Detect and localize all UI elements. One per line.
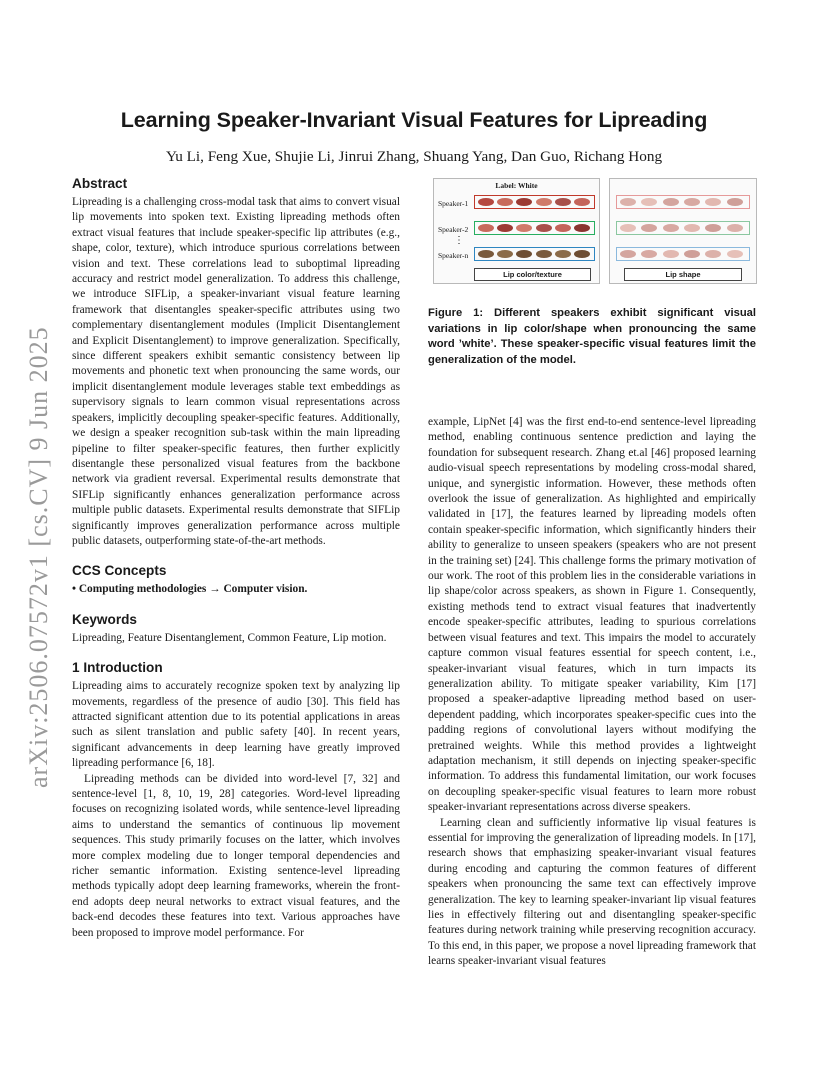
lip-color-panel: [433, 178, 600, 284]
lip-shape-label: Lip shape: [624, 268, 742, 281]
lip-thumbnail: [684, 224, 700, 232]
lip-row: [616, 221, 750, 235]
intro-heading: 1 Introduction: [72, 660, 163, 676]
lip-shape-panel: [609, 178, 757, 284]
lip-thumbnail: [727, 250, 743, 258]
lip-thumbnail: [555, 198, 571, 206]
lip-thumbnail: [497, 224, 513, 232]
keywords-heading: Keywords: [72, 611, 137, 627]
lip-row: [616, 247, 750, 261]
lip-thumbnail: [574, 250, 590, 258]
lip-thumbnail: [497, 250, 513, 258]
figure-label-top: Label: White: [495, 181, 538, 190]
figure-1: [433, 178, 756, 286]
ccs-text: • Computing methodologies → Computer vision.: [72, 583, 308, 596]
lip-thumbnail: [705, 224, 721, 232]
lip-thumbnail: [641, 250, 657, 258]
speaker-label: Speaker-2: [438, 225, 469, 234]
lip-thumbnail: [705, 198, 721, 206]
lip-thumbnail: [497, 198, 513, 206]
lip-thumbnail: [727, 224, 743, 232]
paper-title: Learning Speaker-Invariant Visual Features for Lipreading: [120, 108, 708, 132]
lip-thumbnail: [641, 198, 657, 206]
author-list: Yu Li, Feng Xue, Shujie Li, Jinrui Zhang, Shuang Yang, Dan Guo, Richang Hong: [165, 148, 663, 165]
lip-thumbnail: [516, 250, 532, 258]
speaker-label: Speaker-1: [438, 199, 469, 208]
lip-thumbnail: [620, 250, 636, 258]
right-column: [428, 415, 756, 970]
lip-thumbnail: [663, 224, 679, 232]
lip-thumbnail: [536, 224, 552, 232]
lip-thumbnail: [516, 198, 532, 206]
lip-thumbnail: [663, 198, 679, 206]
intro-paragraph-3: example, LipNet [4] was the first end-to-end sentence-level lipreading method, enabling continuous sentence prediction and laying the foundation for subsequent research. Zhang et.al [46] proposed learning audio-visual speech representations by modeling cross-modal shared, unique, and synergistic information. However, these methods often overlook the issue of generalization. As highlighted and empirically validated in [17], the features learned by lipreading models often contain speaker-specific information, which significantly hinders their ability to generalize to unseen speakers (speakers who are not present in the training set) [24]. This challenge forms the primary motivation of our work. The root of this problem lies in the considerable variations in lip shape/color across speakers, as shown in Figure 1. Consequently, existing methods tend to extract visual features that inadvertently encode speaker-specific attributes, leading to spurious correlations between visual features and text. This impairs the model to accurately capture common visual features essential for speech content, i.e., speaker-invariant visual features, which in turn impacts its generalization ability. To mitigate speaker variability, Kim [17] proposed a speaker-adaptive lipreading method based on user-dependent padding, which incorporates speaker-specific cues into the padding regions of convolutional layers without modifying the pretrained weights. While this method provides a lightweight adaptation mechanism, it still depends on injecting speaker-specific information. To address this fundamental limitation, our work focuses on decoupling speaker-specific visual features to learn more robust speaker-invariant representations across diverse speakers.: [428, 416, 756, 814]
lip-thumbnail: [478, 224, 494, 232]
intro-paragraph-4: Learning clean and sufficiently informative lip visual features is essential for improving the generalization of lipreading models. In [17], research shows that emphasizing speaker-invariant visual features during encoding and capturing the common features of different speakers when pronouncing the same text can effectively improve generalization. The key to learning speaker-invariant lip visual features lies in effectively filtering out and disentangling speaker-specific features during network training while preserving recognition accuracy. To this end, in this paper, we propose a novel lipreading framework that learns speaker-invariant visual features: [428, 816, 756, 968]
intro-paragraph-2: Lipreading methods can be divided into word-level [7, 32] and sentence-level [1, 8, 10, 19, 28] categories. Word-level lipreading focuses on recognizing isolated words, while sentence-level lipreading aims to understand the semantics of continuous lip movement sequences. This study primarily focuses on the latter, which involves more complex modeling due to longer temporal dependencies and richer semantic information. Existing sentence-level lipreading methods typically adopt deep learning frameworks, wherein the front-end adopts deep neural networks to extract visual features, and the back-end decodes these features into text. Various approaches have been proposed to improve model performance. For: [72, 772, 400, 939]
lip-thumbnail: [620, 224, 636, 232]
lip-thumbnail: [516, 224, 532, 232]
lip-thumbnail: [555, 224, 571, 232]
abstract-text: Lipreading is a challenging cross-modal task that aims to convert visual lip movements into spoken text. Existing lipreading methods often extract visual features that include speaker-specific lip attributes (e.g., shape, color, texture), which introduce spurious correlations between vision and text. These correlations lead to suboptimal lipreading accuracy and restrict model generalization. To address this challenge, we introduce SIFLip, a speaker-invariant visual feature learning framework that disentangles speaker-specific attributes using two complementary disentanglement modules (Implicit Disentanglement and Explicit Disentanglement) to improve generalization. Specifically, since different speakers exhibit semantic consistency between lip movements and phonetic text when pronouncing the same words, our implicit disentanglement module leverages stable text embeddings as supervisory signals to learn common visual representations across speakers, implicitly decoupling speaker-specific features. Additionally, we design a speaker recognition sub-task within the main lipreading pipeline to filter speaker-specific features, then further explicitly disentangle these personalized visual features from the backbone network via gradient reversal. Experimental results demonstrate that SIFLip significantly enhances generalization performance across multiple public datasets. Experimental results demonstrate that SIFLip significantly improves generalization performance across multiple public datasets, outperforming state-of-the-art methods.: [72, 196, 400, 547]
lip-row: [474, 221, 595, 235]
left-column: [72, 176, 400, 941]
keywords-text: Lipreading, Feature Disentanglement, Common Feature, Lip motion.: [72, 631, 387, 644]
ccs-heading: CCS Concepts: [72, 563, 167, 579]
speaker-label: Speaker-n: [438, 251, 469, 260]
lip-color-label: Lip color/texture: [474, 268, 591, 281]
lip-thumbnail: [641, 224, 657, 232]
lip-thumbnail: [536, 250, 552, 258]
lip-thumbnail: [478, 250, 494, 258]
speaker-ellipsis: ⋮: [454, 235, 464, 246]
lip-row: [474, 195, 595, 209]
lip-thumbnail: [620, 198, 636, 206]
lip-thumbnail: [574, 224, 590, 232]
lip-thumbnail: [574, 198, 590, 206]
lip-thumbnail: [663, 250, 679, 258]
lip-thumbnail: [684, 198, 700, 206]
figure-caption: Figure 1: Different speakers exhibit significant visual variations in lip color/shape when pronouncing the same word ’white’. These speaker-specific visual features limit the generalization of the model.: [428, 307, 756, 366]
arxiv-watermark: arXiv:2506.07572v1 [cs.CV] 9 Jun 2025: [24, 326, 53, 788]
intro-paragraph-1: Lipreading aims to accurately recognize spoken text by analyzing lip movements, regardless of the presence of audio [30]. This field has attracted significant attention due to its potential applications in areas such as silent translation and public safety [40]. In recent years, significant advancements in deep learning have greatly improved lipreading performance [6, 18].: [72, 680, 400, 770]
lip-row: [474, 247, 595, 261]
lip-thumbnail: [555, 250, 571, 258]
lip-thumbnail: [684, 250, 700, 258]
lip-row: [616, 195, 750, 209]
lip-thumbnail: [478, 198, 494, 206]
abstract-heading: Abstract: [72, 176, 128, 191]
lip-thumbnail: [536, 198, 552, 206]
lip-thumbnail: [705, 250, 721, 258]
lip-thumbnail: [727, 198, 743, 206]
